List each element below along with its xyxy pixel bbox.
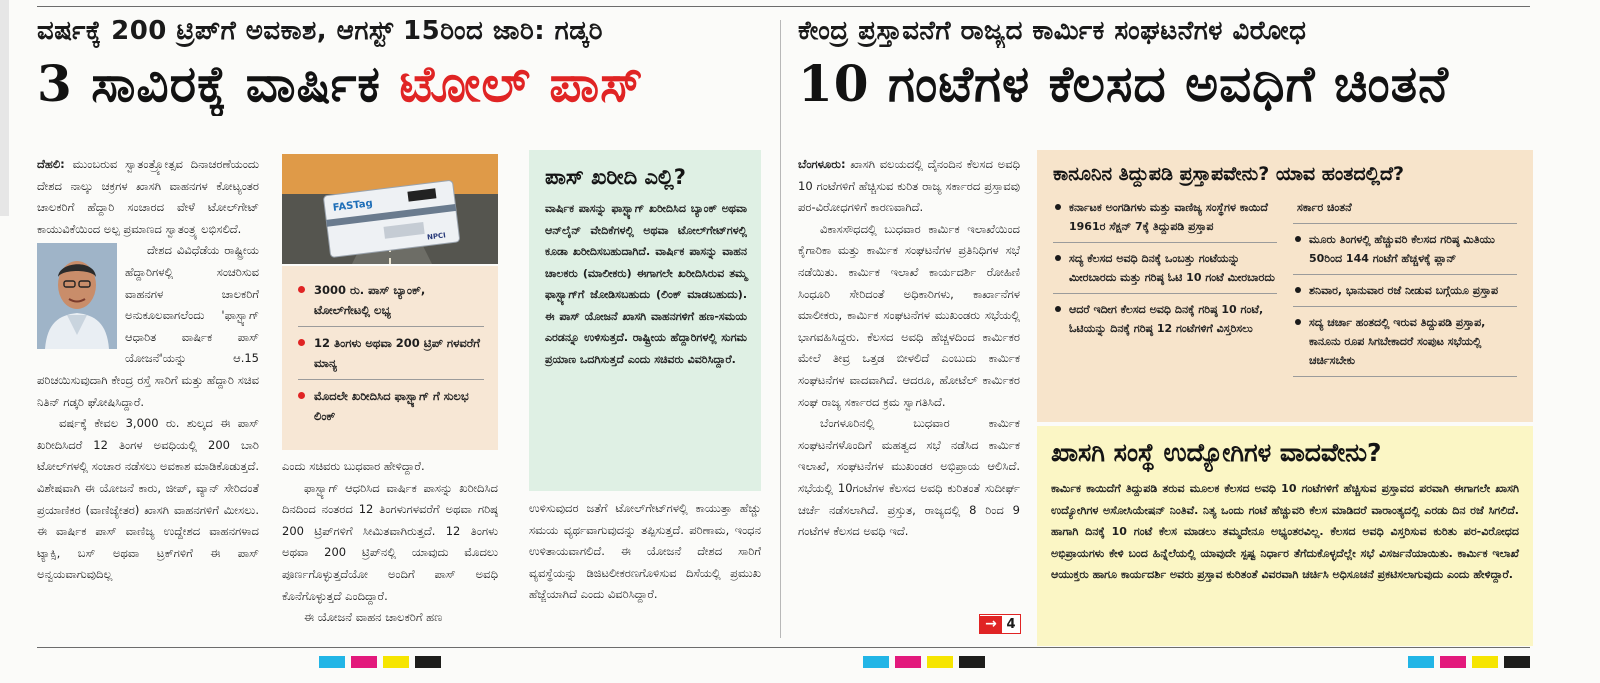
- minister-portrait: [37, 243, 117, 349]
- bullet-dot-icon: [1295, 319, 1301, 325]
- highlight-item: ಮೊದಲೇ ಖರೀದಿಸಿದ ಫಾಸ್ಟ್ಯಾಗ್ ಗೆ ಸುಲಭ ಲಿಂಕ್: [298, 380, 484, 432]
- toll-story-paragraph-6: ಈ ಯೋಜನೆ ವಾಹನ ಚಾಲಕರಿಗೆ ಹಣ: [304, 610, 443, 625]
- arrow-right-icon: →: [980, 616, 1002, 633]
- law-point: ಕರ್ನಾಟಕ ಅಂಗಡಿಗಳು ಮತ್ತು ವಾಣಿಜ್ಯ ಸಂಸ್ಥೆಗಳ ಕಾಯಿದೆ 1961ರ ಸೆಕ್ಷನ್ 7ಕ್ಕೆ ತಿದ್ದುಪಡಿ ಪ್ರಸ್ತಾಪ: [1053, 192, 1277, 243]
- yellow-swatch: [383, 656, 409, 668]
- toll-story-column-1: [37, 154, 259, 644]
- law-amendment-box: [1037, 150, 1533, 422]
- magenta-swatch: [1440, 656, 1466, 668]
- portrait-image: [37, 243, 117, 349]
- toll-story-column-3: [529, 498, 761, 644]
- npci-card-logo: NPCI: [426, 231, 447, 242]
- toll-highlights-panel: [282, 266, 498, 450]
- headline-text: ಗಂಟೆಗಳ ಕೆಲಸದ ಅವಧಿಗೆ ಚಿಂತನೆ: [888, 55, 1449, 113]
- work-story-paragraph-1: ಬೆಂಗಳೂರು: ಖಾಸಗಿ ವಲಯದಲ್ಲಿ ದೈನಂದಿನ ಕೆಲಸದ ಅವಧಿ 10 ಗಂಟೆಗಳಿಗೆ ಹೆಚ್ಚಿಸುವ ಕುರಿತ ರಾಜ್ಯ ಸರ್ಕಾರದ ಪ್ರಸ್ತಾವವು ಪರ-ವಿರೋಧಗಳಿಗೆ ಕಾರಣವಾಗಿದೆ.: [798, 157, 1020, 215]
- magenta-swatch: [895, 656, 921, 668]
- bullet-dot-icon: [298, 392, 305, 399]
- registration-marks-center: [863, 656, 985, 668]
- toll-story-paragraph-5: ಫಾಸ್ಟ್ಯಾಗ್ ಆಧರಿಸಿದ ವಾರ್ಷಿಕ ಪಾಸನ್ನು ಖರೀದಿಸಿದ ದಿನದಿಂದ ನಂತರದ 12 ತಿಂಗಳುಗಳವರೆಗೆ ಅಥವಾ ಗರಿಷ್ಠ 200 ಟ್ರಿಪ್‌ಗಳಿಗೆ ಸೀಮಿತವಾಗಿರುತ್ತದೆ. 12 ತಿಂಗಳು ಅಥವಾ 200 ಟ್ರಿಪ್‌ನಲ್ಲಿ ಯಾವುದು ಮೊದಲು ಪೂರ್ಣಗೊಳ್ಳುತ್ತದೆಯೋ ಅಂದಿಗೆ ಪಾಸ್ ಅವಧಿ ಕೊನೆಗೊಳ್ಳುತ್ತದೆ ಎಂದಿದ್ದಾರೆ.: [282, 480, 498, 603]
- cyan-swatch: [863, 656, 889, 668]
- bullet-dot-icon: [1295, 236, 1301, 242]
- toll-story-paragraph-1: ದೆಹಲಿ: ಮುಂಬರುವ ಸ್ವಾತಂತ್ರ್ಯೋತ್ಸವ ದಿನಾಚರಣೆಯಂದು ದೇಶದ ನಾಲ್ಕು ಚಕ್ರಗಳ ಖಾಸಗಿ ವಾಹನಗಳ ಕೋಟ್ಯಂತರ ಚಾಲಕರಿಗೆ ಹೆದ್ದಾರಿ ಸಂಚಾರದ ವೇಳೆ ಟೋಲ್‌ಗೇಟ್ ಕಾಯುವಿಕೆಯಿಂದ ಅಲ್ಪ ಪ್ರಮಾಣದ ಸ್ವಾತಂತ್ರ್ಯ ಲಭಿಸಲಿದೆ.: [37, 157, 259, 236]
- top-rule: [37, 6, 1530, 7]
- cyan-swatch: [1408, 656, 1434, 668]
- where-to-buy-box: [529, 150, 761, 491]
- magenta-swatch: [351, 656, 377, 668]
- continued-page-number: 4: [1006, 616, 1016, 632]
- black-swatch: [415, 656, 441, 668]
- headline-highlight: ಟೋಲ್ ಪಾಸ್: [399, 55, 644, 113]
- bullet-dot-icon: [1295, 287, 1301, 293]
- black-swatch: [1504, 656, 1530, 668]
- law-amendment-title: ಕಾನೂನಿನ ತಿದ್ದುಪಡಿ ಪ್ರಸ್ತಾಪವೇನು? ಯಾವ ಹಂತದಲ್ಲಿದೆ?: [1053, 163, 1405, 185]
- employees-argument-box: [1037, 426, 1533, 646]
- work-hours-story: [798, 14, 1533, 644]
- bullet-dot-icon: [298, 339, 305, 346]
- headline-number: 3: [37, 54, 73, 113]
- work-story-paragraph-2: ವಿಕಾಸಸೌಧದಲ್ಲಿ ಬುಧವಾರ ಕಾರ್ಮಿಕ ಇಲಾಖೆಯಿಂದ ಕೈಗಾರಿಕಾ ಮತ್ತು ಕಾರ್ಮಿಕ ಸಂಘಟನೆಗಳ ಪ್ರತಿನಿಧಿಗಳ ಸಭೆ ನಡೆಯಿತು. ಕಾರ್ಮಿಕ ಇಲಾಖೆ ಕಾರ್ಯದರ್ಶಿ ರೋಹಿಣಿ ಸಿಂಧೂರಿ ಸೇರಿದಂತೆ ಅಧಿಕಾರಿಗಳು, ಕಾರ್ಖಾನೆಗಳ ಮಾಲೀಕರು, ಕಾರ್ಮಿಕ ಸಂಘಟನೆಗಳ ಮುಖಂಡರು ಸಭೆಯಲ್ಲಿ ಭಾಗವಹಿಸಿದ್ದರು. ಕೆಲಸದ ಅವಧಿ ಹೆಚ್ಚಳದಿಂದ ಕಾರ್ಮಿಕರ ಮೇಲೆ ತೀವ್ರ ಒತ್ತಡ ಬೀಳಲಿದೆ ಎಂಬುದು ಕಾರ್ಮಿಕ ಸಂಘಟನೆಗಳ ವಾದವಾಗಿದೆ. ಆದರೂ, ಹೋಟೆಲ್ ಕಾರ್ಮಿಕರ ಸಂಘ ರಾಜ್ಯ ಸರ್ಕಾರದ ಕ್ರಮ ಸ್ವಾಗತಿಸಿದೆ.: [798, 221, 1020, 409]
- continued-page-link[interactable]: [979, 614, 1021, 634]
- where-to-buy-title: ಪಾಸ್ ಖರೀದಿ ಎಲ್ಲಿ?: [545, 165, 686, 189]
- fastag-photo-image: [282, 154, 498, 264]
- dateline: ದೆಹಲಿ:: [37, 157, 65, 171]
- employees-argument-title: ಖಾಸಗಿ ಸಂಸ್ಥೆ ಉದ್ಯೋಗಿಗಳ ವಾದವೇನು?: [1051, 438, 1382, 467]
- toll-story-headline: [37, 52, 762, 116]
- work-story-paragraph-3: ಬೆಂಗಳೂರಿನಲ್ಲಿ ಬುಧವಾರ ಕಾರ್ಮಿಕ ಸಂಘಟನೆಗಳೊಂದಿಗೆ ಮಹತ್ವದ ಸಭೆ ನಡೆಸಿದ ಕಾರ್ಮಿಕ ಇಲಾಖೆ, ಸಂಘಟನೆಗಳ ಮುಖಂಡರ ಅಭಿಪ್ರಾಯ ಆಲಿಸಿದೆ. ಸಭೆಯಲ್ಲಿ 10ಗಂಟೆಗಳ ಕೆಲಸದ ಅವಧಿ ಕುರಿತಂತೆ ಸುದೀರ್ಘ ಚರ್ಚೆ ನಡೆಸಲಾಗಿದೆ. ಪ್ರಸ್ತುತ, ರಾಜ್ಯದಲ್ಲಿ 8 ರಿಂದ 9 ಗಂಟೆಗಳ ಕೆಲಸದ ಅವಧಿ ಇದೆ.: [798, 416, 1020, 539]
- toll-story-paragraph-7: ಉಳಿಸುವುದರ ಜತೆಗೆ ಟೋಲ್‌ಗೇಟ್‌ಗಳಲ್ಲಿ ಕಾಯುತ್ತಾ ಹೆಚ್ಚು ಸಮಯ ವ್ಯರ್ಥವಾಗುವುದನ್ನು ತಪ್ಪಿಸುತ್ತದೆ. ಪರಿಣಾಮ, ಇಂಧನ ಉಳಿತಾಯವಾಗಲಿದೆ. ಈ ಯೋಜನೆ ದೇಶದ ಸಾರಿಗೆ ವ್ಯವಸ್ಥೆಯನ್ನು ಡಿಜಿಟಲೀಕರಣಗೊಳಿಸುವ ದಿಸೆಯಲ್ಲಿ ಪ್ರಮುಖ ಹೆಜ್ಜೆಯಾಗಿದೆ ಎಂದು ವಿವರಿಸಿದ್ದಾರೆ.: [529, 501, 761, 602]
- law-point: ಸದ್ಯ ಕೆಲಸದ ಅವಧಿ ದಿನಕ್ಕೆ ಒಂಬತ್ತು ಗಂಟೆಯನ್ನು ಮೀರಬಾರದು ಮತ್ತು ಗರಿಷ್ಠ ಓಟಿ 10 ಗಂಟೆ ಮೀರಬಾರದು: [1053, 243, 1277, 294]
- bullet-dot-icon: [298, 286, 305, 293]
- law-point: ಆದರೆ ಇದೀಗ ಕೆಲಸದ ಅವಧಿ ದಿನಕ್ಕೆ ಗರಿಷ್ಠ 10 ಗಂಟೆ, ಓಟಿಯನ್ನು ದಿನಕ್ಕೆ ಗರಿಷ್ಠ 12 ಗಂಟೆಗಳಿಗೆ ವಿಸ್ತರಿಸಲು: [1053, 294, 1277, 344]
- highlight-item: 3000 ರು. ಪಾಸ್ ಬ್ಯಾಂಕ್, ಟೋಲ್‌ಗೇಟಲ್ಲಿ ಲಭ್ಯ: [298, 274, 484, 327]
- headline-number: 10: [798, 54, 870, 113]
- highlight-item: 12 ತಿಂಗಳು ಅಥವಾ 200 ಟ್ರಿಪ್ ಗಳವರೆಗೆ ಮಾನ್ಯ: [298, 327, 484, 380]
- fastag-card-logo: FASTag: [332, 198, 374, 214]
- fastag-photo: [282, 154, 498, 264]
- cyan-swatch: [319, 656, 345, 668]
- bottom-rule: [37, 647, 1530, 648]
- black-swatch: [959, 656, 985, 668]
- employees-argument-text: ಕಾರ್ಮಿಕ ಕಾಯಿದೆಗೆ ತಿದ್ದುಪಡಿ ತರುವ ಮೂಲಕ ಕೆಲಸದ ಅವಧಿ 10 ಗಂಟೆಗಳಿಗೆ ಹೆಚ್ಚಿಸುವ ಪ್ರಸ್ತಾವದ ಪರವಾಗಿ ಈಗಾಗಲೇ ಖಾಸಗಿ ಉದ್ಯೋಗಿಗಳ ಅಸೋಸಿಯೇಷನ್ ನಿಂತಿವೆ. ನಿತ್ಯ ಒಂದು ಗಂಟೆ ಹೆಚ್ಚುವರಿ ಕೆಲಸ ಮಾಡಿದರೆ ವಾರಾಂತ್ಯದಲ್ಲಿ ಎರಡು ದಿನ ರಜೆ ಸಿಗಲಿದೆ. ಹಾಗಾಗಿ ದಿನಕ್ಕೆ 10 ಗಂಟೆ ಕೆಲಸ ಮಾಡಲು ತಮ್ಮದೇನೂ ಅಭ್ಯಂತರವಿಲ್ಲ. ಕೆಲಸದ ಅವಧಿ ವಿಸ್ತರಿಸುವ ಕುರಿತು ಪರ-ವಿರೋಧದ ಅಭಿಪ್ರಾಯಗಳು ಕೇಳಿ ಬಂದ ಹಿನ್ನೆಲೆಯಲ್ಲಿ ಯಾವುದೇ ಸ್ಪಷ್ಟ ನಿರ್ಧಾರ ತೆಗೆದುಕೊಳ್ಳದೆಲ್ಲೇ ಸಭೆ ವಿಸರ್ಜನೆಯಾಯಿತು. ಕಾರ್ಮಿಕ ಇಲಾಖೆ ಆಯುಕ್ತರು ಹಾಗೂ ಕಾರ್ಯದರ್ಶಿ ಅವರು ಪ್ರಸ್ತಾವ ಕುರಿತಂತೆ ವಿವರವಾಗಿ ಚರ್ಚಿಸಿ ಅಧಿಸೂಚನೆ ಪ್ರಕಟಿಸಲಾಗುವುದು ಎಂದು ಹೇಳಿದ್ದಾರೆ.: [1051, 482, 1519, 581]
- law-point-continuation: ಸರ್ಕಾರ ಚಿಂತನೆ: [1293, 192, 1517, 224]
- work-story-kicker: ಕೇಂದ್ರ ಪ್ರಸ್ತಾವನೆಗೆ ರಾಜ್ಯದ ಕಾರ್ಮಿಕ ಸಂಘಟನೆಗಳ ವಿರೋಧ: [798, 16, 1307, 46]
- work-story-headline: [798, 52, 1533, 116]
- law-amendment-grid: [1053, 192, 1517, 377]
- work-story-column: [798, 154, 1020, 614]
- page-edge-tab: [0, 0, 9, 216]
- toll-story-paragraph-3: ವರ್ಷಕ್ಕೆ ಕೇವಲ 3,000 ರು. ಶುಲ್ಕದ ಈ ಪಾಸ್ ಖರೀದಿಸಿದರೆ 12 ತಿಂಗಳ ಅವಧಿಯಲ್ಲಿ 200 ಬಾರಿ ಟೋಲ್‌ಗಳಲ್ಲಿ ಸಂಚಾರ ನಡೆಸಲು ಅವಕಾಶ ಮಾಡಿಕೊಡುತ್ತದೆ. ವಿಶೇಷವಾಗಿ ಈ ಯೋಜನೆ ಕಾರು, ಜೀಪ್, ವ್ಯಾನ್ ಸೇರಿದಂತೆ ಪ್ರಯಾಣಿಕರ (ವಾಣಿಜ್ಯೇತರ) ಖಾಸಗಿ ವಾಹನಗಳಿಗೆ ಮೀಸಲು. ಈ ವಾರ್ಷಿಕ ಪಾಸ್ ವಾಣಿಜ್ಯ ಉದ್ದೇಶದ ವಾಹನಗಳಾದ ಟ್ಯಾಕ್ಸಿ, ಬಸ್ ಅಥವಾ ಟ್ರಕ್‌ಗಳಿಗೆ ಈ ಪಾಸ್ ಅನ್ವಯವಾಗುವುದಿಲ್ಲ: [37, 416, 259, 582]
- yellow-swatch: [1472, 656, 1498, 668]
- toll-story-kicker: ವರ್ಷಕ್ಕೆ 200 ಟ್ರಿಪ್‌ಗೆ ಅವಕಾಶ, ಆಗಸ್ಟ್ 15ರಿಂದ ಜಾರಿ: ಗಡ್ಕರಿ: [37, 16, 603, 46]
- registration-marks-left: [319, 656, 441, 668]
- law-point: ಸದ್ಯ ಚರ್ಚಾ ಹಂತದಲ್ಲಿ ಇರುವ ತಿದ್ದುಪಡಿ ಪ್ರಸ್ತಾಪ, ಕಾನೂನು ರೂಪ ಸಿಗಬೇಕಾದರೆ ಸಂಪುಟ ಸಭೆಯಲ್ಲಿ ಚರ್ಚಿಸಬೇಕು: [1293, 307, 1517, 377]
- toll-story-paragraph-2: ದೇಶದ ವಿವಿಧೆಡೆಯ ರಾಷ್ಟ್ರೀಯ ಹೆದ್ದಾರಿಗಳಲ್ಲಿ ಸಂಚರಿಸುವ ವಾಹನಗಳ ಚಾಲಕರಿಗೆ ಅನುಕೂಲವಾಗಲೆಂದು 'ಫಾಸ್ಟ್ಯಾಗ್ ಆಧಾರಿತ ವಾರ್ಷಿಕ ಪಾಸ್ ಯೋಜನೆ'ಯನ್ನು ಆ.15 ಪರಿಚಯಿಸುವುದಾಗಿ ಕೇಂದ್ರ ರಸ್ತೆ ಸಾರಿಗೆ ಮತ್ತು ಹೆದ್ದಾರಿ ಸಚಿವ ನಿತಿನ್ ಗಡ್ಕರಿ ಘೋಷಿಸಿದ್ದಾರೆ.: [37, 243, 259, 409]
- story-divider: [780, 20, 781, 638]
- bullet-dot-icon: [1055, 255, 1061, 261]
- law-right-column: [1293, 192, 1517, 377]
- where-to-buy-text: ವಾರ್ಷಿಕ ಪಾಸನ್ನು ಫಾಸ್ಟ್ಯಾಗ್ ಖರೀದಿಸಿದ ಬ್ಯಾಂಕ್ ಅಥವಾ ಆನ್‌ಲೈನ್ ವೇದಿಕೆಗಳಲ್ಲಿ ಅಥವಾ ಟೋಲ್‌ಗೇಟ್‌ಗಳಲ್ಲಿ ಕೂಡಾ ಖರೀದಿಸಬಹುದಾಗಿದೆ. ವಾರ್ಷಿಕ ಪಾಸನ್ನು ವಾಹನ ಚಾಲಕರು (ಮಾಲೀಕರು) ಈಗಾಗಲೇ ಖರೀದಿಸಿರುವ ತಮ್ಮ ಫಾಸ್ಟ್ಯಾಗ್‌ಗೆ ಜೋಡಿಸಬಹುದು (ಲಿಂಕ್ ಮಾಡಬಹುದು). ಈ ಪಾಸ್ ಯೋಜನೆ ಖಾಸಗಿ ವಾಹನಗಳಿಗೆ ಹಣ-ಸಮಯ ಎರಡನ್ನೂ ಉಳಿಸುತ್ತದೆ. ರಾಷ್ಟ್ರೀಯ ಹೆದ್ದಾರಿಗಳಲ್ಲಿ ಸುಗಮ ಪ್ರಯಾಣ ಒದಗಿಸುತ್ತದೆ ಎಂದು ಸಚಿವರು ವಿವರಿಸಿದ್ದಾರೆ.: [545, 202, 747, 366]
- law-left-column: [1053, 192, 1277, 377]
- bullet-dot-icon: [1055, 306, 1061, 312]
- law-point: ಮೂರು ತಿಂಗಳಲ್ಲಿ ಹೆಚ್ಚುವರಿ ಕೆಲಸದ ಗರಿಷ್ಠ ಮಿತಿಯು 50ರಿಂದ 144 ಗಂಟೆಗೆ ಹೆಚ್ಚಳಕ್ಕೆ ಪ್ಲಾನ್: [1293, 224, 1517, 275]
- bullet-dot-icon: [1055, 204, 1061, 210]
- registration-marks-right: [1408, 656, 1530, 668]
- toll-story-column-2: [282, 456, 498, 644]
- dateline: ಬೆಂಗಳೂರು:: [798, 157, 846, 171]
- yellow-swatch: [927, 656, 953, 668]
- toll-pass-story: [37, 14, 762, 644]
- toll-story-paragraph-4: ಎಂದು ಸಚಿವರು ಬುಧವಾರ ಹೇಳಿದ್ದಾರೆ.: [282, 459, 425, 473]
- headline-text: ಸಾವಿರಕ್ಕೆ ವಾರ್ಷಿಕ: [91, 55, 381, 113]
- law-point: ಶನಿವಾರ, ಭಾನುವಾರ ರಜೆ ನೀಡುವ ಬಗ್ಗೆಯೂ ಪ್ರಸ್ತಾಪ: [1293, 275, 1517, 307]
